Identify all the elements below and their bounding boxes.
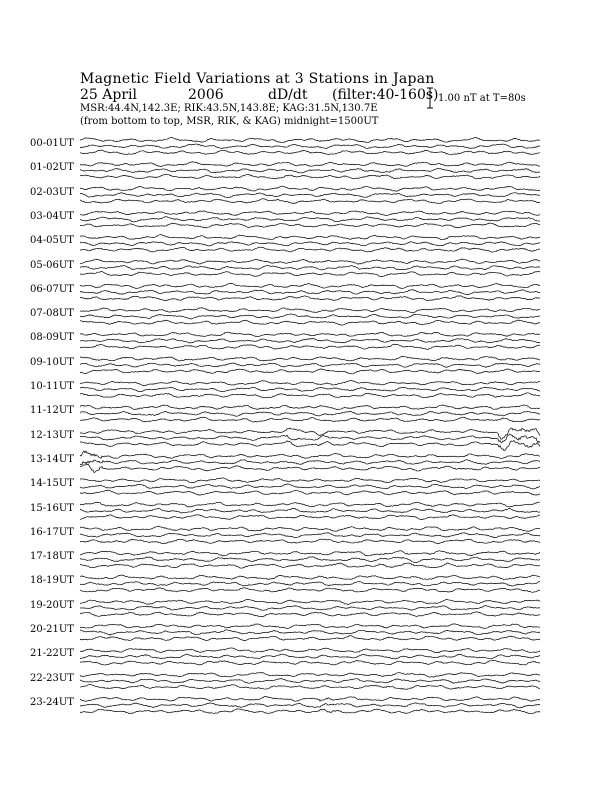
quantity-label: dD/dt [268,87,308,103]
trace-KAG-12-13UT [80,428,540,439]
hour-label: 04-05UT [30,235,74,247]
trace-KAG-03-04UT [80,211,540,216]
trace-RIK-03-04UT [80,217,540,222]
hour-label: 01-02UT [30,162,74,174]
scale-bar-label: 1.00 nT at T=80s [438,93,526,104]
date-day: 25 April [80,87,137,103]
trace-MSR-20-21UT [80,636,540,641]
hour-label: 05-06UT [30,259,74,271]
trace-RIK-13-14UT [80,460,540,465]
trace-RIK-17-18UT [80,557,540,563]
trace-KAG-04-05UT [80,235,540,240]
trace-KAG-07-08UT [80,308,540,313]
hour-label: 21-22UT [30,648,74,660]
trace-MSR-11-12UT [80,417,540,422]
hour-label: 22-23UT [30,672,74,684]
scale-bar [427,88,433,108]
trace-MSR-19-20UT [80,612,540,617]
hour-label: 17-18UT [30,551,74,563]
trace-RIK-05-06UT [80,265,540,270]
hour-label: 00-01UT [30,138,74,149]
hour-label: 19-20UT [30,599,74,611]
trace-KAG-18-19UT [80,575,540,579]
trace-RIK-15-16UT [80,508,540,513]
hour-label: 06-07UT [30,283,74,295]
hour-label: 10-11UT [30,381,74,392]
trace-RIK-09-10UT [80,363,540,367]
trace-RIK-02-03UT [80,193,540,198]
trace-KAG-09-10UT [80,356,540,361]
trace-MSR-01-02UT [80,174,540,179]
hour-label: 02-03UT [30,186,74,198]
hour-label: 12-13UT [30,429,74,441]
date-year: 2006 [188,87,224,103]
trace-KAG-11-12UT [80,405,540,410]
station-coordinates: MSR:44.4N,142.3E; RIK:43.5N,143.8E; KAG:31.5N,130.7E [80,103,378,114]
trace-KAG-00-01UT [80,137,540,142]
trace-MSR-00-01UT [80,150,540,155]
trace-MSR-08-09UT [80,344,540,349]
hour-label: 09-10UT [30,356,74,368]
hour-label: 18-19UT [30,575,74,587]
trace-MSR-09-10UT [80,369,540,374]
hour-label: 16-17UT [30,526,74,538]
trace-RIK-10-11UT [80,387,540,391]
hour-label: 20-21UT [30,624,74,635]
trace-MSR-22-23UT [80,684,540,689]
hour-label: 08-09UT [30,332,74,344]
hour-label: 03-04UT [30,210,74,222]
chart-title: Magnetic Field Variations at 3 Stations in Japan [80,71,435,87]
trace-MSR-21-22UT [80,660,540,665]
trace-MSR-13-14UT [80,463,540,472]
trace-MSR-12-13UT [80,440,540,450]
hour-label: 15-16UT [30,502,74,514]
hour-label: 07-08UT [30,308,74,320]
trace-RIK-16-17UT [80,533,540,538]
trace-RIK-04-05UT [80,242,540,246]
hour-label: 11-12UT [30,405,74,417]
hour-label: 23-24UT [30,696,74,708]
trace-order-note: (from bottom to top, MSR, RIK, & KAG) midnight=1500UT [80,116,379,127]
trace-KAG-01-02UT [80,162,540,167]
hour-label: 14-15UT [30,478,74,490]
filter-label: (filter:40-160s) [332,87,439,103]
trace-RIK-12-13UT [80,434,540,443]
trace-KAG-13-14UT [80,451,540,458]
hour-label: 13-14UT [30,453,74,465]
